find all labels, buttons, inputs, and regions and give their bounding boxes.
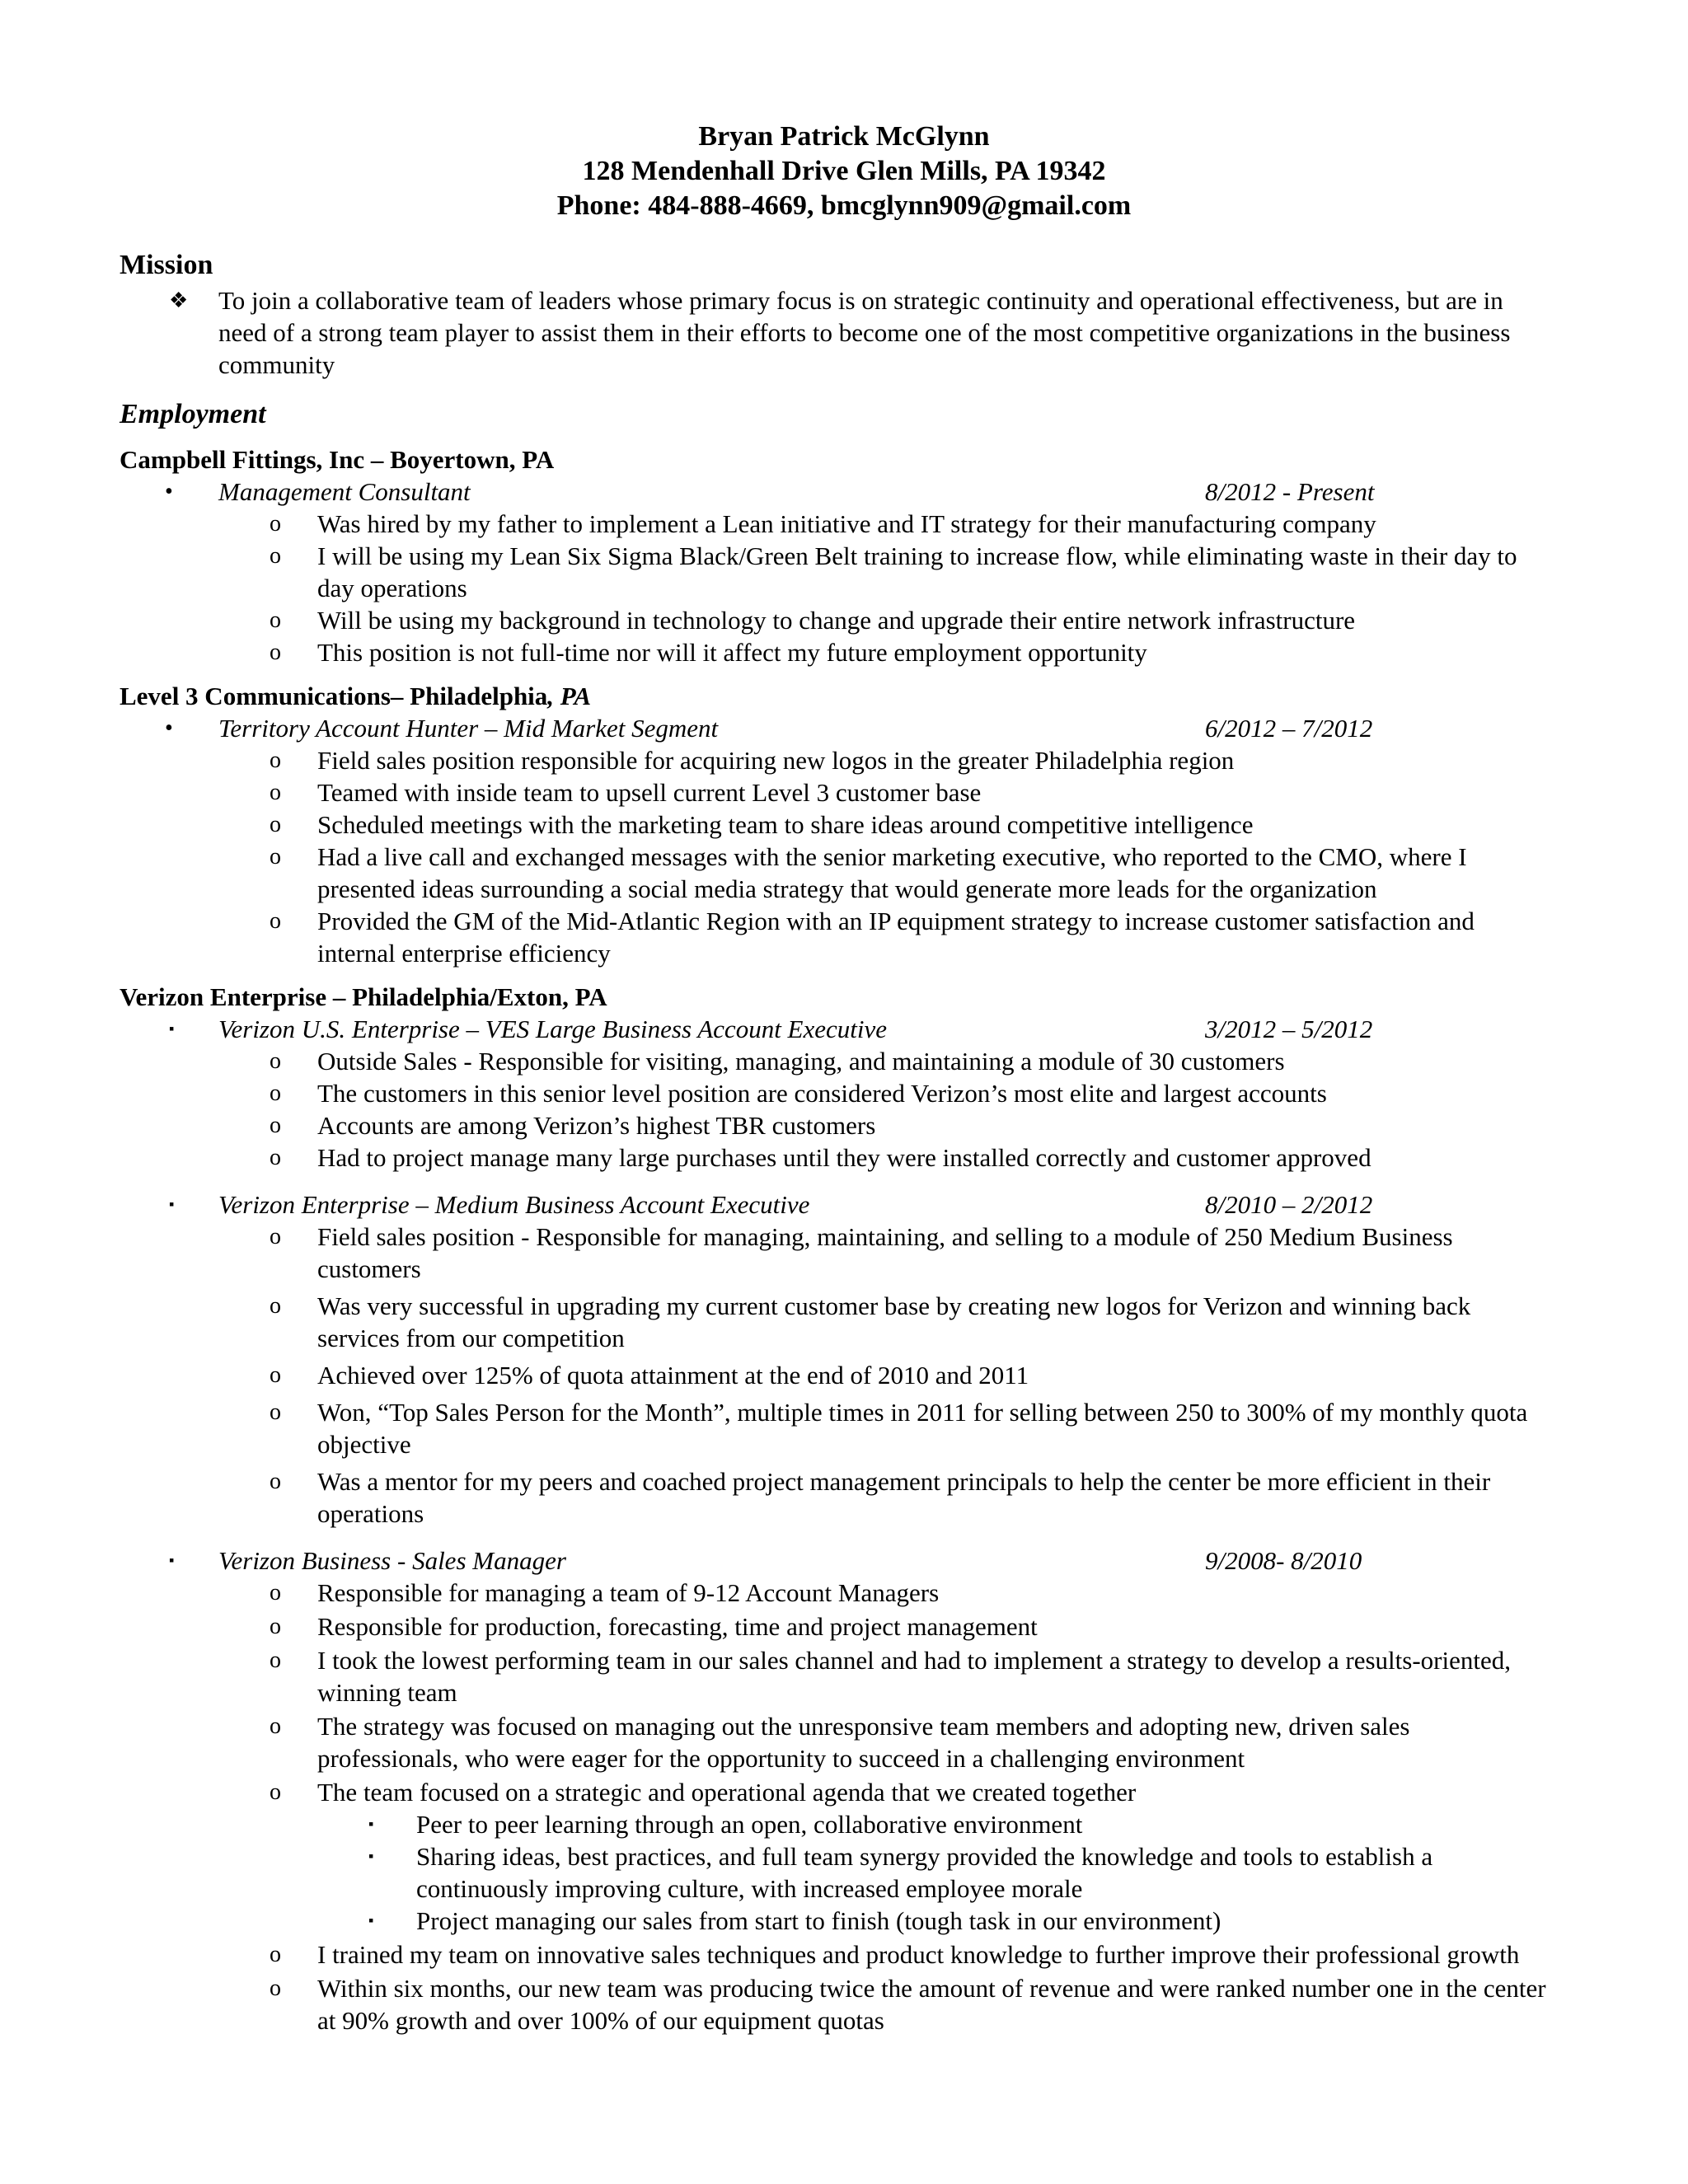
list-item: o This position is not full-time nor will it affect my future employment opportunity [270,638,1147,667]
circle-bullet-icon: o [270,1145,281,1170]
candidate-address: 128 Mendenhall Drive Glen Mills, PA 19342 [582,156,1106,186]
list-item: o I took the lowest performing team in our sales channel and had to implement a strategy to develop a results-oriented, winning team [270,1646,1511,1707]
list-item: o Outside Sales - Responsible for visiting, managing, and maintaining a module of 30 customers [270,1047,1285,1076]
circle-bullet-icon: o [270,812,281,837]
list-item: ▪ Sharing ideas, best practices, and full team synergy provided the knowledge and tools to establish a continuously improving culture, with increased employee morale [368,1842,1433,1903]
list-item: o Field sales position responsible for acquiring new logos in the greater Philadelphia region [270,746,1235,775]
list-item: ▪ Project managing our sales from start to finish (tough task in our environment) [368,1906,1221,1935]
circle-bullet-icon: o [270,748,281,773]
resume-header [132,120,1556,223]
list-item: o Field sales position - Responsible for managing, maintaining, and selling to a module of 250 Medium Business customers [270,1222,1453,1283]
list-item: o Accounts are among Verizon’s highest TBR customers [270,1111,876,1140]
list-item: o Within six months, our new team was producing twice the amount of revenue and were ranked number one in the center at 90% growth and over 100% of our equipment quotas [270,1974,1546,2035]
role-management-consultant [120,476,1556,508]
role-title: Territory Account Hunter – Mid Market Segment [218,714,719,743]
circle-bullet-icon: o [270,908,281,934]
role-title: Verizon Enterprise – Medium Business Account Executive [218,1190,810,1219]
mission-heading: Mission [120,250,213,280]
circle-bullet-icon: o [270,607,281,633]
role-dates: 8/2010 – 2/2012 [1205,1190,1373,1219]
role-dates: 6/2012 – 7/2012 [1205,714,1373,743]
square-bullet-icon: ▪ [368,1848,374,1864]
list-item: o I trained my team on innovative sales techniques and product knowledge to further improve their professional growth [270,1940,1520,1969]
list-item: o The team focused on a strategic and operational agenda that we created together ▪ Peer to peer learning through an open, collaborative environment ▪ Sharing ideas, best practices, and full team synergy provided the knowledge and tools to establish a continuously improving culture, with increased employee morale ▪ Project managing our sales from start to finish (tough task in our environment) [120,1776,1556,1937]
list-item: o Was very successful in upgrading my current customer base by creating new logos for Verizon and winning back services from our competition [270,1291,1471,1352]
verizon-medium-duties [120,1221,1556,1530]
round-bullet-icon: • [165,715,173,741]
role-title: Management Consultant [218,477,471,506]
diamond-bullet-icon: ❖ [169,288,189,312]
circle-bullet-icon: o [270,1080,281,1106]
circle-bullet-icon: o [270,1647,281,1673]
role-large-business-account-executive [120,1013,1556,1045]
square-bullet-icon: ▪ [169,1552,175,1568]
list-item: o The customers in this senior level position are considered Verizon’s most elite and largest accounts [270,1079,1327,1108]
circle-bullet-icon: o [270,1469,281,1494]
list-item: o Responsible for managing a team of 9-12 Account Managers [270,1578,940,1607]
circle-bullet-icon: o [270,1614,281,1639]
circle-bullet-icon: o [270,1362,281,1388]
campbell-duties [120,508,1556,668]
role-dates: 9/2008- 8/2010 [1205,1546,1362,1575]
mission-statement [120,284,1556,381]
list-item: o Achieved over 125% of quota attainment at the end of 2010 and 2011 [270,1361,1029,1390]
company-level3: Level 3 Communications– Philadelphia, PA [120,682,592,710]
team-agenda-subitems [317,1808,1556,1937]
company-campbell: Campbell Fittings, Inc – Boyertown, PA [120,445,555,474]
list-item: o I will be using my Lean Six Sigma Black/Green Belt training to increase flow, while eliminating waste in their day to day operations [270,541,1517,602]
candidate-contact: Phone: 484-888-4669, bmcglynn909@gmail.com [556,190,1132,221]
circle-bullet-icon: o [270,543,281,569]
list-item: o Won, “Top Sales Person for the Month”, multiple times in 2011 for selling between 250 to 300% of my monthly quota objective [270,1398,1528,1459]
circle-bullet-icon: o [270,640,281,665]
mission-text: To join a collaborative team of leaders whose primary focus is on strategic continuity and operational effectiveness, but are in need of a strong team player to assist them in their efforts to become one of the most competitive organizations in the business community [218,286,1511,379]
role-dates: 3/2012 – 5/2012 [1205,1015,1373,1043]
circle-bullet-icon: o [270,1779,281,1805]
company-verizon: Verizon Enterprise – Philadelphia/Exton, PA [120,982,607,1011]
circle-bullet-icon: o [270,1113,281,1138]
candidate-name: Bryan Patrick McGlynn [698,121,990,152]
role-territory-account-hunter [120,712,1556,744]
list-item: o Had a live call and exchanged messages with the senior marketing executive, who reported to the CMO, where I presented ideas surrounding a social media strategy that would generate more leads for the organization [270,842,1467,903]
list-item: o Will be using my background in technology to change and upgrade their entire network infrastructure [270,606,1356,635]
verizon-manager-duties [120,1577,1556,2036]
list-item: o The strategy was focused on managing out the unresponsive team members and adopting new, driven sales professionals, who were eager for the opportunity to succeed in a challenging environment [270,1712,1410,1773]
verizon-large-duties [120,1045,1556,1174]
square-bullet-icon: ▪ [368,1816,374,1832]
round-bullet-icon: • [165,479,173,504]
circle-bullet-icon: o [270,1942,281,1967]
role-sales-manager [120,1544,1556,1577]
role-dates: 8/2012 - Present [1205,477,1375,506]
employment-heading: Employment [120,399,266,429]
circle-bullet-icon: o [270,1580,281,1605]
square-bullet-icon: ▪ [169,1020,175,1037]
role-title: Verizon Business - Sales Manager [218,1546,566,1575]
circle-bullet-icon: o [270,780,281,805]
list-item: o Was hired by my father to implement a Lean initiative and IT strategy for their manufacturing company [270,509,1376,538]
circle-bullet-icon: o [270,1975,281,2001]
list-item: o Provided the GM of the Mid-Atlantic Region with an IP equipment strategy to increase customer satisfaction and internal enterprise efficiency [270,907,1475,968]
circle-bullet-icon: o [270,1713,281,1739]
role-title: Verizon U.S. Enterprise – VES Large Business Account Executive [218,1015,888,1043]
square-bullet-icon: ▪ [368,1912,374,1929]
list-item: o Had to project manage many large purchases until they were installed correctly and customer approved [270,1143,1372,1172]
circle-bullet-icon: o [270,1293,281,1319]
square-bullet-icon: ▪ [169,1196,175,1212]
circle-bullet-icon: o [270,511,281,537]
role-medium-business-account-executive [120,1188,1556,1221]
list-item: o Teamed with inside team to upsell current Level 3 customer base [270,778,982,807]
circle-bullet-icon: o [270,844,281,869]
list-item: o Responsible for production, forecasting, time and project management [270,1612,1038,1641]
circle-bullet-icon: o [270,1399,281,1425]
list-item: o Scheduled meetings with the marketing team to share ideas around competitive intelligence [270,810,1254,839]
list-item: o Was a mentor for my peers and coached project management principals to help the center be more efficient in their operations [270,1467,1491,1528]
list-item: ▪ Peer to peer learning through an open, collaborative environment [368,1810,1083,1839]
level3-duties [120,744,1556,969]
circle-bullet-icon: o [270,1224,281,1249]
circle-bullet-icon: o [270,1048,281,1074]
